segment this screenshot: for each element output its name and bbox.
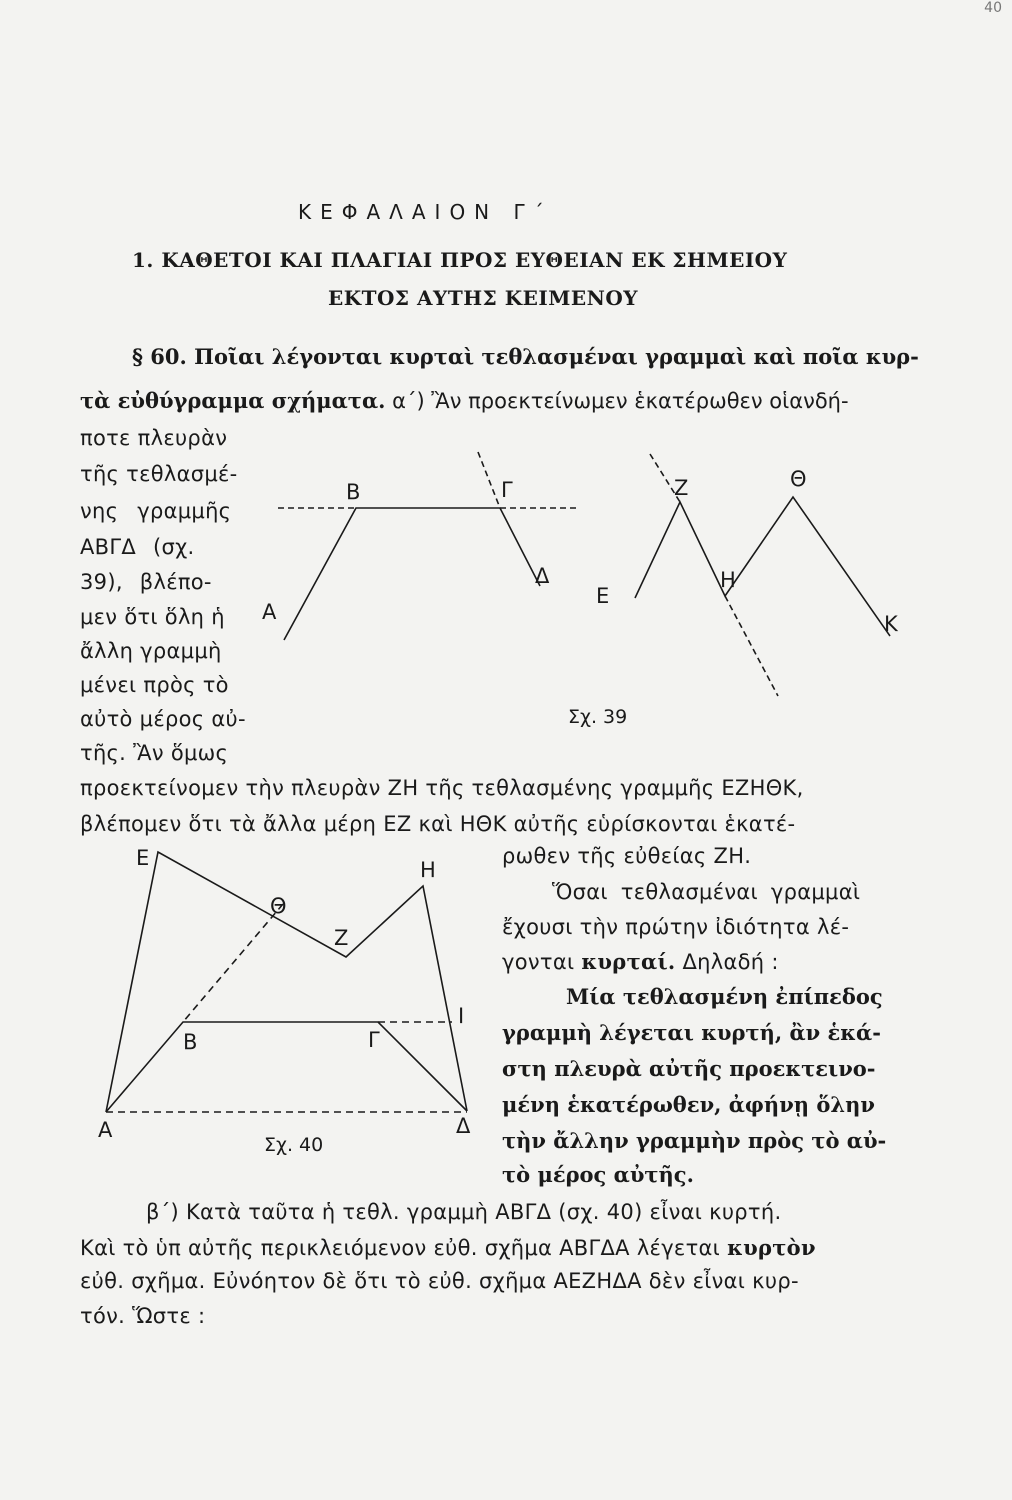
fig40-label-b: Β — [183, 1030, 198, 1054]
definition-line: τὸ μέρος αὐτῆς. — [502, 1162, 694, 1187]
fig39-ext-gd — [478, 452, 500, 508]
beta-line-2 — [80, 1235, 816, 1260]
definition-line: μένη ἑκατέρωθεν, ἀφήνῃ ὅλην — [502, 1092, 875, 1117]
chapter-title-line-1: 1. ΚΑΘΕΤΟΙ ΚΑΙ ΠΛΑΓΙΑΙ ΠΡΟΣ ΕΥΘΕΙΑΝ ΕΚ ΣΗΜΕΙΟΥ — [132, 248, 788, 272]
section-60-heading-line-1: § 60. Ποῖαι λέγονται κυρταὶ τεθλασμέναι γραμμαὶ καὶ ποῖα κυρ- — [132, 344, 919, 369]
col-line: ἄλλη γραμμὴ — [80, 639, 222, 663]
col-line: ποτε πλευρὰν — [80, 426, 228, 450]
col-line: μεν ὅτι ὅλη ἡ — [80, 605, 225, 629]
fig40-caption: Σχ. 40 — [264, 1134, 324, 1156]
page-number: 40 — [984, 0, 1002, 16]
beta-line-1: β΄) Κατὰ ταῦτα ἡ τεθλ. γραμμὴ ΑΒΓΔ (σχ. 40) εἶναι κυρτή. — [146, 1200, 782, 1224]
para2-line: ἔχουσι τὴν πρώτην ἰδιότητα λέ- — [502, 915, 850, 939]
fig40-polyline-abgd — [106, 1022, 467, 1112]
para2-line: Ὅσαι τεθλασμέναι γραμμαὶ — [552, 880, 861, 904]
col-line: ΑΒΓΔ (σχ. — [80, 535, 195, 559]
chapter-heading: ΚΕΦΑΛΑΙΟΝ Γ΄ — [298, 200, 553, 224]
para2-end: Δηλαδή : — [682, 950, 779, 974]
fig39-label-th: Θ — [790, 467, 807, 491]
col-line: 39), βλέπο- — [80, 570, 212, 594]
fig40-polyline-aezhd — [106, 852, 467, 1112]
fig39-label-h: Η — [720, 568, 736, 592]
fig39-label-b: Β — [346, 480, 361, 504]
definition-line: γραμμὴ λέγεται κυρτή, ἂν ἑκά- — [502, 1020, 881, 1045]
body-line-full-2: βλέπομεν ὅτι τὰ ἄλλα μέρη ΕΖ καὶ ΗΘΚ αὐτῆς εὑρίσκονται ἑκατέ- — [80, 812, 796, 836]
fig39-ext-zh-down — [725, 596, 778, 696]
para2-line-last — [502, 949, 779, 974]
fig40-label-h: Η — [420, 858, 436, 882]
beta-line-4: τόν. Ὥστε : — [80, 1304, 206, 1328]
fig39-polyline-abgd — [284, 508, 540, 640]
fig40-label-d: Δ — [456, 1114, 471, 1138]
col-line: νης γραμμῆς — [80, 499, 232, 523]
fig40-dashed-thb — [183, 904, 283, 1022]
col-line: τῆς τεθλασμέ- — [80, 462, 238, 486]
col-line: αὐτὸ μέρος αὐ- — [80, 707, 246, 731]
section-60-heading-line-2 — [80, 388, 849, 413]
beta-line-2-plain: Καὶ τὸ ὑπ αὐτῆς περικλειόμενον εὐθ. σχῆμα ΑΒΓΔΑ λέγεται — [80, 1236, 721, 1260]
definition-line: Μία τεθλασμένη ἐπίπεδος — [566, 984, 883, 1009]
definition-line: τὴν ἄλλην γραμμὴν πρὸς τὸ αὐ- — [502, 1128, 887, 1153]
fig39-label-a: Α — [262, 600, 277, 624]
fig40-label-g: Γ — [368, 1028, 380, 1052]
section-60-heading-rest: α΄) Ἂν προεκτείνωμεν ἑκατέρωθεν οἱανδή- — [385, 389, 849, 413]
col-line: μένει πρὸς τὸ — [80, 673, 229, 697]
section-60-heading-bold: τὰ εὐθύγραμμα σχήματα. — [80, 388, 386, 413]
body-line-full-1: προεκτείνομεν τὴν πλευρὰν ΖΗ τῆς τεθλασμένης γραμμῆς ΕΖΗΘΚ, — [80, 776, 804, 800]
fig39-caption: Σχ. 39 — [568, 706, 628, 728]
col-line: τῆς. Ἂν ὅμως — [80, 741, 229, 765]
fig40-label-a: Α — [98, 1118, 113, 1142]
body-line-right: ρωθεν τῆς εὐθείας ΖΗ. — [502, 844, 752, 868]
para2-plain: γονται — [502, 950, 575, 974]
fig39-label-g: Γ — [501, 478, 513, 502]
fig40-label-i: Ι — [458, 1004, 465, 1028]
chapter-title-line-2: ΕΚΤΟΣ ΑΥΤΗΣ ΚΕΙΜΕΝΟΥ — [328, 286, 639, 310]
fig40-label-z: Ζ — [334, 926, 349, 950]
para2-bold-term: κυρταί. — [581, 949, 676, 974]
fig40-label-th: Θ — [270, 894, 287, 918]
fig39-label-e: Ε — [596, 584, 610, 608]
fig39-polyline-ezhthk — [635, 497, 890, 636]
fig40-label-e: Ε — [136, 846, 150, 870]
fig39-label-z: Ζ — [674, 476, 689, 500]
fig39-label-d: Δ — [535, 564, 550, 588]
fig39-label-k: Κ — [884, 612, 898, 636]
beta-line-3: εὐθ. σχῆμα. Εὐνόητον δὲ ὅτι τὸ εὐθ. σχῆμα ΑΕΖΗΔΑ δὲν εἶναι κυρ- — [80, 1269, 799, 1293]
beta-line-2-bold: κυρτὸν — [727, 1235, 816, 1260]
definition-line: στη πλευρὰ αὐτῆς προεκτεινο- — [502, 1056, 876, 1081]
